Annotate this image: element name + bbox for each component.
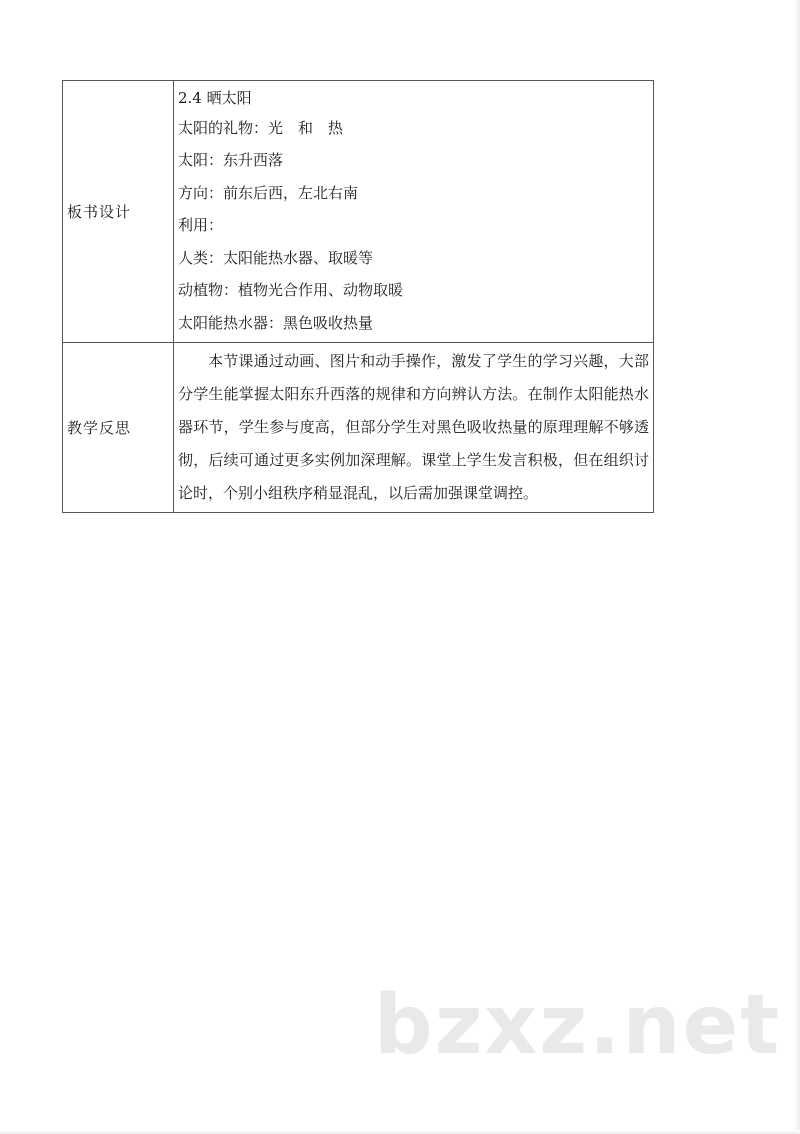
board-line: 太阳的礼物：光 和 热	[178, 118, 344, 137]
reflection-label: 教学反思	[63, 343, 174, 513]
reflection-row	[63, 343, 654, 513]
board-design-content	[174, 81, 654, 343]
board-line: 动植物：植物光合作用、动物取暖	[178, 281, 404, 300]
board-line: 利用：	[178, 216, 224, 235]
page-edge-shadow	[794, 0, 800, 1134]
board-design-row	[63, 81, 654, 343]
board-line: 方向：前东后西，左北右南	[178, 183, 359, 202]
board-line: 太阳能热水器：黑色吸收热量	[178, 313, 374, 332]
board-line: 人类：太阳能热水器、取暖等	[178, 248, 374, 267]
board-line: 2.4 晒太阳	[178, 88, 252, 107]
board-design-label: 板书设计	[63, 81, 174, 343]
lesson-plan-table	[62, 80, 654, 513]
reflection-content	[174, 343, 654, 513]
page-edge-shadow	[0, 1130, 800, 1134]
reflection-text: 本节课通过动画、图片和动手操作，激发了学生的学习兴趣，大部分学生能掌握太阳东升西落的规律和方向辨认方法。在制作太阳能热水器环节，学生参与度高，但部分学生对黑色吸收热量的原理理解不够透彻，后续可通过更多实例加深理解。课堂上学生发言积极，但在组织讨论时，个别小组秩序稍显混乱，以后需加强课堂调控。	[178, 352, 649, 502]
watermark-logo: bzxz.net	[374, 978, 782, 1073]
board-line: 太阳：东升西落	[178, 151, 284, 170]
